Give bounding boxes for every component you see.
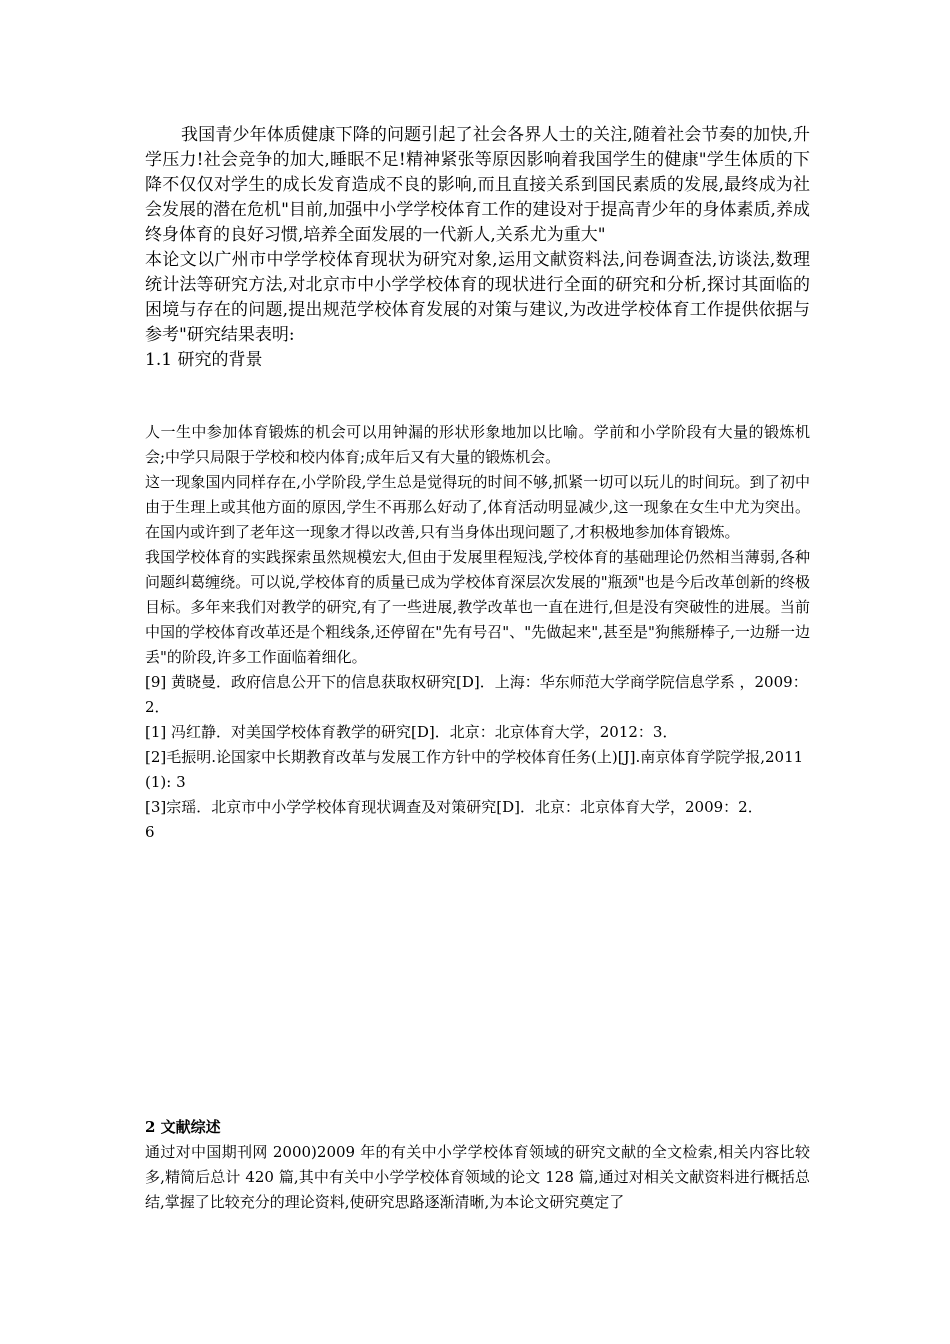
- literature-review-paragraph: 通过对中国期刊网 2000)2009 年的有关中小学学校体育领域的研究文献的全文检索,相关内容比较多,精简后总计 420 篇,其中有关中小学学校体育领域的论文 128 篇,通过对相关文献资料进行概括总结,掌握了比较充分的理论资料,使研究思路逐渐清晰,为本论文研究奠定了: [145, 1143, 810, 1211]
- background-paragraph-3: 我国学校体育的实践探索虽然规模宏大,但由于发展里程短浅,学校体育的基础理论仍然相当薄弱,各种问题纠葛缠绕。可以说,学校体育的质量已成为学校体育深层次发展的"瓶颈"也是今后改革创新的终极目标。多年来我们对教学的研究,有了一些进展,教学改革也一直在进行,但是没有突破性的进展。当前中国的学校体育改革还是个粗线条,还停留在"先有号召"、"先做起来",甚至是"狗熊掰棒子,一边掰一边丢"的阶段,许多工作面临着细化。: [145, 548, 810, 666]
- literature-review-block: [145, 1115, 810, 1215]
- intro-paragraph-1: 我国青少年体质健康下降的问题引起了社会各界人士的关注,随着社会节奏的加快,升学压力!社会竞争的加大,睡眠不足!精神紧张等原因影响着我国学生的健康"学生体质的下降不仅仅对学生的成长发育造成不良的影响,而且直接关系到国民素质的发展,最终成为社会发展的潜在危机"目前,加强中小学学校体育工作的建设对于提高青少年的身体素质,养成终身体育的良好习惯,培养全面发展的一代新人,关系尤为重大": [145, 125, 810, 245]
- section-heading-literature-review: 2 文献综述: [145, 1118, 221, 1136]
- intro-block: [145, 123, 810, 373]
- background-block: [145, 420, 810, 845]
- page-number: 6: [145, 823, 155, 841]
- intro-paragraph-2: 本论文以广州市中学学校体育现状为研究对象,运用文献资料法,问卷调查法,访谈法,数理统计法等研究方法,对北京市中小学学校体育的现状进行全面的研究和分析,探讨其面临的困境与存在的问题,提出规范学校体育发展的对策与建议,为改进学校体育工作提供依据与参考"研究结果表明:: [145, 250, 810, 345]
- reference-item: [9] 黄晓曼．政府信息公开下的信息获取权研究[D]．上海：华东师范大学商学院信息学系 ，2009：2．: [145, 673, 808, 716]
- reference-item: [3]宗瑶．北京市中小学学校体育现状调查及对策研究[D]．北京：北京体育大学，2009：2．: [145, 798, 763, 816]
- background-paragraph-1: 人一生中参加体育锻炼的机会可以用钟漏的形状形象地加以比喻。学前和小学阶段有大量的锻炼机会;中学只局限于学校和校内体育;成年后又有大量的锻炼机会。: [145, 423, 810, 466]
- reference-item: [2]毛振明.论国家中长期教育改革与发展工作方针中的学校体育任务(上)[J].南京体育学院学报,2011 (1): 3: [145, 748, 804, 791]
- background-paragraph-2: 这一现象国内同样存在,小学阶段,学生总是觉得玩的时间不够,抓紧一切可以玩儿的时间玩。到了初中由于生理上或其他方面的原因,学生不再那么好动了,体育活动明显减少,这一现象在女生中尤为突出。在国内或许到了老年这一现象才得以改善,只有当身体出现问题了,才积极地参加体育锻炼。: [145, 473, 810, 541]
- section-heading-background: 1.1 研究的背景: [145, 350, 263, 370]
- reference-item: [1] 冯红静．对美国学校体育教学的研究[D]．北京：北京体育大学，2012：3．: [145, 723, 678, 741]
